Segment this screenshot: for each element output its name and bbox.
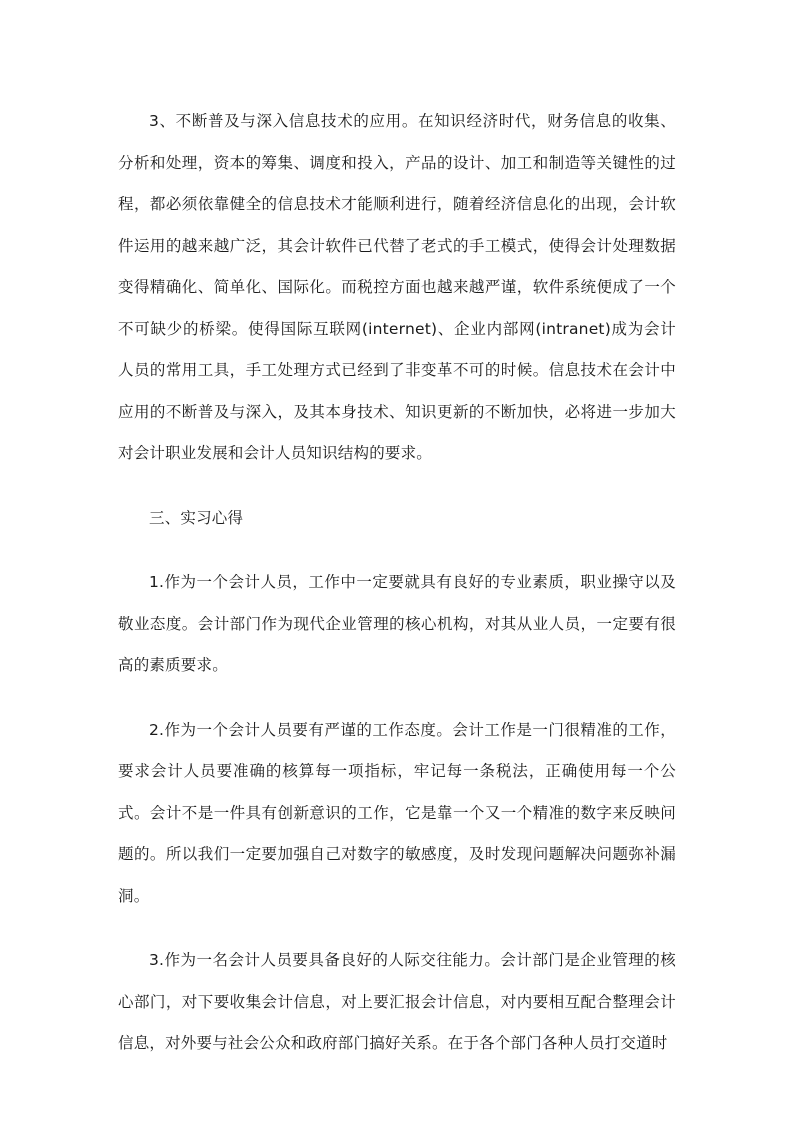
paragraph-info-tech: 3、不断普及与深入信息技术的应用。在知识经济时代，财务信息的收集、分析和处理，资本的筹集、调度和投入，产品的设计、加工和制造等关键性的过程，都必须依靠健全的信息技术才能顺利进行，随着经济信息化的出现，会计软件运用的越来越广泛，其会计软件已代替了老式的手工模式，使得会计处理数据变得精确化、简单化、国际化。而税控方面也越来越严谨，软件系统便成了一个不可缺少的桥梁。使得国际互联网(internet)、企业内部网(intranet)成为会计人员的常用工具，手工处理方式已经到了非变革不可的时候。信息技术在会计中应用的不断普及与深入，及其本身技术、知识更新的不断加快，必将进一步加大对会计职业发展和会计人员知识结构的要求。 (118, 112, 676, 462)
paragraph-point-1: 1.作为一个会计人员，工作中一定要就具有良好的专业素质，职业操守以及敬业态度。会计部门作为现代企业管理的核心机构，对其从业人员，一定要有很高的素质要求。 (118, 573, 676, 674)
paragraph-gap (118, 687, 676, 710)
paragraph-gap (118, 475, 676, 498)
paragraph-gap (118, 539, 676, 562)
document-page (118, 101, 676, 1065)
paragraph-gap (118, 917, 676, 940)
paragraph-point-2: 2.作为一个会计人员要有严谨的工作态度。会计工作是一门很精准的工作，要求会计人员要准确的核算每一项指标，牢记每一条税法，正确使用每一个公式。会计不是一件具有创新意识的工作，它是靠一个又一个精准的数字来反映问题的。所以我们一定要加强自己对数字的敏感度，及时发现问题解决问题弥补漏洞。 (118, 720, 676, 905)
paragraph-point-3: 3.作为一名会计人员要具备良好的人际交往能力。会计部门是企业管理的核心部门，对下要收集会计信息，对上要汇报会计信息，对内要相互配合整理会计信息，对外要与社会公众和政府部门搞好关系。在于各个部门各种人员打交道时 (118, 951, 676, 1052)
section-heading-internship: 三、实习心得 (149, 508, 244, 527)
